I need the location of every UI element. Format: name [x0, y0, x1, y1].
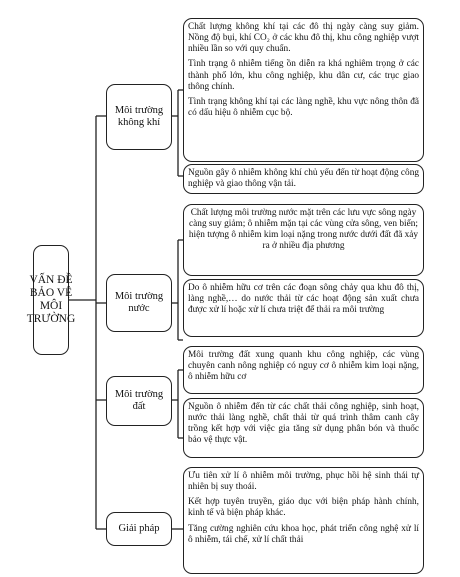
leaf-water-status — [183, 204, 424, 276]
leaf-text: Chất lượng không khí tại các đô thị ngày càng suy giảm. Nồng độ bụi, khí CO₂ ở các khu đô thị, khu công nghiệp vượt nhiều lần so với quy chuẩn. — [188, 22, 419, 55]
root-label: VẤN ĐỀ BẢO VỆ MÔI TRƯỜNG — [26, 274, 76, 325]
leaf-text: Chất lượng môi trường nước mặt trên các lưu vực sông ngày càng suy giảm; ô nhiễm mặn tại các vùng cửa sông, ven biển; hiện tượng ô nhiễm kim loại nặng trong nước dưới đất đã xảy ra ở nhiều địa phương — [188, 208, 419, 252]
branch-air-label: Môi trường không khí — [114, 104, 164, 128]
branch-water — [106, 274, 172, 332]
leaf-text: Nguồn gây ô nhiễm không khí chủ yếu đến từ hoạt động công nghiệp và giao thông vận tải. — [188, 168, 419, 190]
leaf-text: Ưu tiên xử lí ô nhiễm môi trường, phục hồi hệ sinh thái tự nhiên bị suy thoái. — [188, 471, 419, 493]
leaf-solutions — [183, 467, 424, 574]
branch-water-label: Môi trường nước — [114, 290, 164, 314]
leaf-text: Môi trường đất xung quanh khu công nghiệp, các vùng chuyên canh nông nghiệp có nguy cơ ô nhiễm kim loại nặng, ô nhiễm hữu cơ — [188, 350, 419, 383]
branch-soil-label: Môi trường đất — [114, 388, 164, 412]
leaf-text: Tình trạng không khí tại các làng nghề, khu vực nông thôn đã có dấu hiệu ô nhiễm cục bộ. — [188, 96, 419, 119]
leaf-soil-status — [183, 346, 424, 394]
branch-soil — [106, 376, 172, 426]
leaf-text: Tăng cường nghiên cứu khoa học, phát triển công nghệ xử lí ô nhiễm, tái chế, xử lí chất thải — [188, 523, 419, 545]
leaf-soil-cause — [183, 398, 424, 458]
leaf-water-cause — [183, 279, 424, 337]
branch-solutions — [106, 512, 172, 546]
leaf-air-status — [183, 18, 424, 162]
branch-air — [106, 84, 172, 150]
leaf-text: Nguồn ô nhiễm đến từ các chất thải công nghiệp, sinh hoạt, nước thải làng nghề, chất thải từ quá trình thâm canh cây trồng kết hợp với việc gia tăng sử dụng phân bón và thuốc bảo vệ thực vật. — [188, 402, 419, 446]
leaf-text: Do ô nhiễm hữu cơ trên các đoạn sông chảy qua khu đô thị, làng nghề,… do nước thải từ các hoạt động sản xuất chưa được xử lí hoặc xử lí chưa triệt để thải ra môi trường — [188, 283, 419, 316]
leaf-text: Kết hợp tuyên truyền, giáo dục với biện pháp hành chính, kinh tế và biện pháp khác. — [188, 497, 419, 519]
root-node — [26, 245, 76, 355]
branch-solutions-label: Giải pháp — [118, 522, 160, 534]
leaf-air-cause — [183, 164, 424, 194]
leaf-text: Tình trạng ô nhiễm tiếng ồn diễn ra khá nghiêm trọng ở các thành phố lớn, khu công nghiệp, khu dân cư, các trục giao thông chính. — [188, 59, 419, 92]
